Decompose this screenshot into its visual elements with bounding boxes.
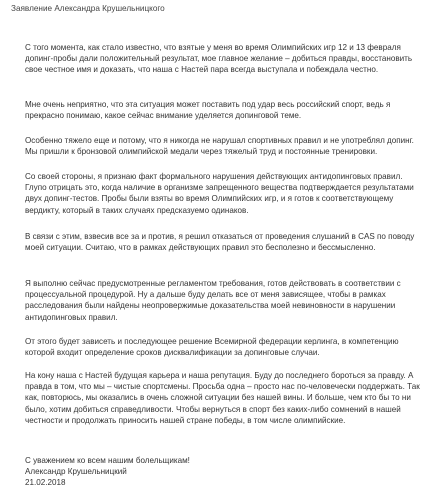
paragraph-8: На кону наша с Настей будущая карьера и наша репутация. Буду до последнего бороться за правду. А правда в том, что мы – чистые спортсмены. Просьба одна – просто нас по-человечески поддержать. Так как, повторюсь, мы оказались в очень сложной ситуации без нашей вины. И больше, чем кто бы то ни было, хотим добиться справедливости. Чтобы вернуться в спорт без каких-либо сомнений в нашей честности и продолжать приносить нашей стране победы, в том числе олимпийские.: [25, 371, 420, 425]
signature-date: 21.02.2018: [25, 478, 66, 488]
paragraph-5: В связи с этим, взвесив все за и против, я решил отказаться от проведения слушаний в CAS по поводу моей ситуации. Считаю, что в рамках действующих правил это бесполезно и бессмысленно.: [25, 232, 415, 253]
signature-name: Александр Крушельницкий: [25, 467, 127, 477]
paragraph-2: Мне очень неприятно, что эта ситуация может поставить под удар весь российский спорт, ведь я прекрасно понимаю, какое сейчас внимание уделяется допинговой теме.: [25, 100, 391, 121]
paragraph-1: С того момента, как стало известно, что взятые у меня во время Олимпийских игр 12 и 13 февраля допинг-пробы дали положительный результат, мое главное желание – добиться правды, восстановить свое честное имя и доказать, что наша с Настей пара всегда выступала и побеждала честно.: [25, 43, 413, 75]
paragraph-7: От этого будет зависеть и последующее решение Всемирной федерации керлинга, в компетенцию которой входит определение сроков дисквалификации за допинговые случаи.: [25, 337, 399, 358]
paragraph-4: Со своей стороны, я признаю факт формального нарушения действующих антидопинговых правил. Глупо отрицать это, когда наличие в организме запрещенного вещества подтверждается результатами двух допинг-тестов. Пробы были взяты во время Олимпийских игр, и я готов к соответствующему вердикту, который в таких случаях предсказуемо одинаков.: [25, 172, 414, 215]
paragraph-3: Особенно тяжело еще и потому, что я никогда не нарушал спортивных правил и не употреблял допинг. Мы пришли к бронзовой олимпийской медали через тяжелый труд и постоянные тренировки.: [25, 136, 414, 157]
document-title: Заявление Александра Крушельницкого: [11, 4, 165, 13]
paragraph-6: Я выполню сейчас предусмотренные регламентом требования, готов действовать в соответствии с процессуальной процедурой. Ну а дальше буду делать все от меня зависящее, чтобы в рамках расследования были найдены неопровержимые доказательства моей невиновности в нарушении антидопинговых правил.: [25, 279, 401, 322]
signature-block: [25, 455, 325, 489]
signature-greeting: С уважением ко всем нашим болельщикам!: [25, 456, 190, 465]
